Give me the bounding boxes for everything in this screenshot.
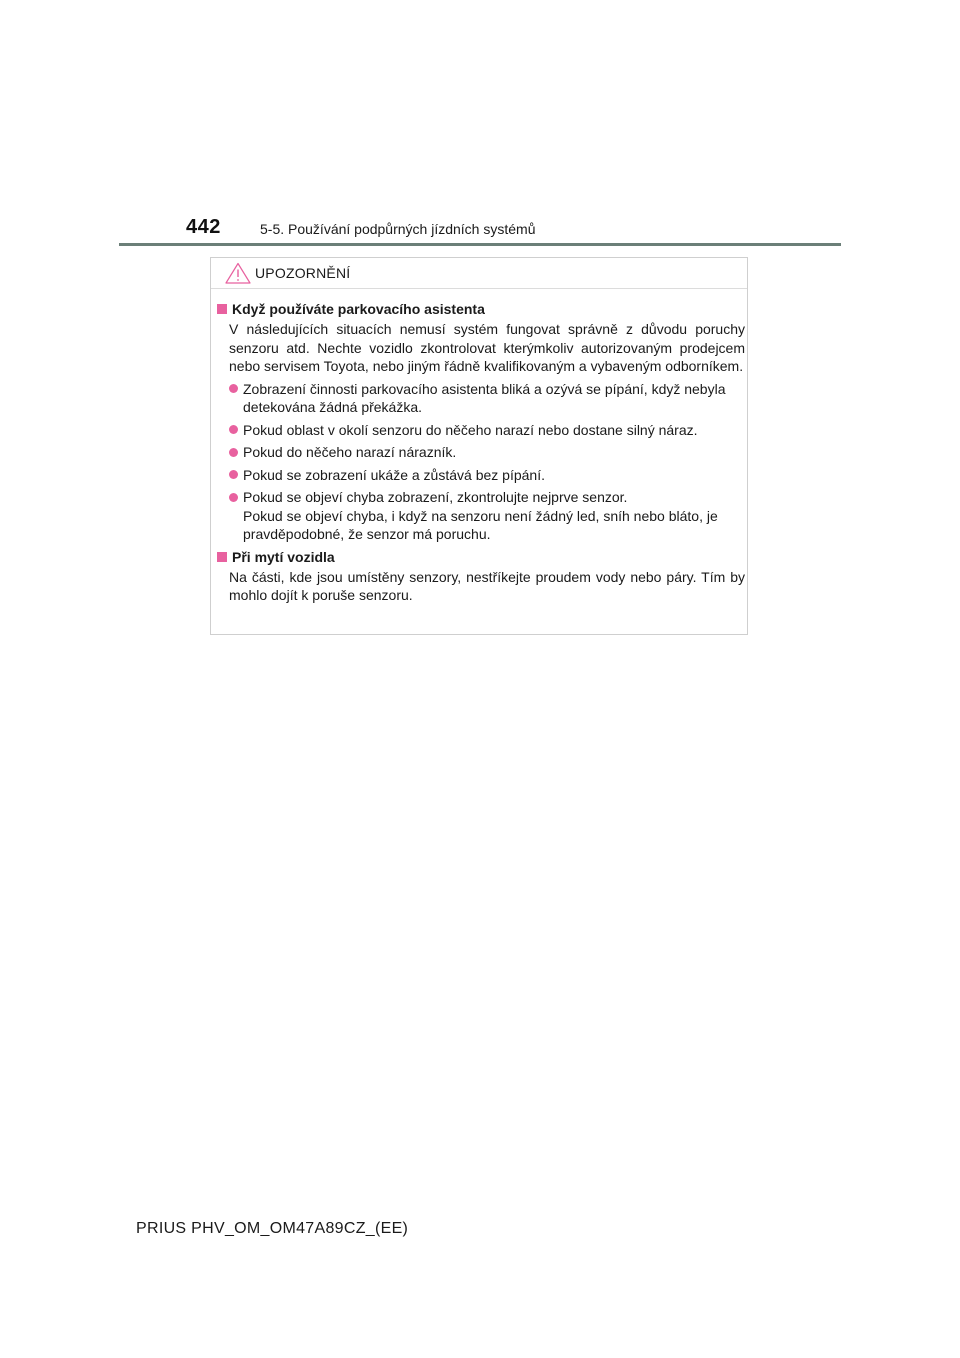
list-item-text [243, 380, 745, 417]
subsection-heading-text: Při mytí vozidla [232, 548, 335, 565]
circle-bullet-icon [229, 470, 238, 479]
list-item-line: Pokud do něčeho narazí nárazník. [243, 444, 457, 460]
footer-document-code: PRIUS PHV_OM_OM47A89CZ_(EE) [136, 1220, 409, 1237]
circle-bullet-icon [229, 425, 238, 434]
list-item-line: Pokud se objeví chyba zobrazení, zkontrolujte nejprve senzor. [243, 489, 628, 505]
list-item-text [243, 443, 745, 462]
header-rule [119, 243, 841, 246]
subsection-parking-assist [217, 300, 745, 544]
circle-bullet-icon [229, 384, 238, 393]
list-item-text [243, 466, 745, 485]
subsection-heading [217, 300, 745, 318]
warning-body [217, 300, 745, 607]
list-item-text [243, 421, 745, 440]
square-bullet-icon [217, 304, 227, 314]
bullet-list [229, 380, 745, 544]
circle-bullet-icon [229, 493, 238, 502]
subsection-paragraph: V následujících situacích nemusí systém fungovat správně z důvodu poruchy senzoru atd. Nechte vozidlo zkontrolovat kterýmkoliv autorizovaným prodejcem nebo servisem Toyota, nebo jiným řádně kvalifikovaným a vybaveným odborníkem. [229, 321, 745, 374]
list-item-line: Pokud se objeví chyba, i když na senzoru není žádný led, sníh nebo bláto, je pravděpodobné, že senzor má poruchu. [243, 507, 718, 542]
list-item [229, 421, 745, 440]
circle-bullet-icon [229, 448, 238, 457]
list-item-line: Pokud oblast v okolí senzoru do něčeho narazí nebo dostane silný náraz. [243, 421, 698, 438]
subsection-heading [217, 548, 745, 566]
page-number: 442 [186, 216, 221, 238]
subsection-car-wash [217, 548, 745, 605]
list-item [229, 443, 745, 462]
square-bullet-icon [217, 552, 227, 562]
subsection-paragraph: Na části, kde jsou umístěny senzory, nestříkejte proudem vody nebo páry. Tím by mohlo dojít k poruše senzoru. [229, 568, 745, 603]
list-item-line: Pokud se zobrazení ukáže a zůstává bez pípání. [243, 466, 545, 483]
list-item [229, 380, 745, 417]
warning-title: UPOZORNĚNÍ [255, 265, 351, 281]
list-item [229, 466, 745, 485]
subsection-heading-text: Když používáte parkovacího asistenta [232, 301, 485, 317]
list-item-text [243, 488, 745, 544]
warning-box [210, 257, 748, 635]
section-title: 5-5. Používání podpůrných jízdních systémů [260, 221, 536, 237]
warning-triangle-icon [225, 262, 251, 284]
list-item [229, 488, 745, 544]
list-item-line: Zobrazení činnosti parkovacího asistenta bliká a ozývá se pípání, když nebyla detekována žádná překážka. [243, 380, 726, 415]
warning-header [211, 258, 747, 289]
